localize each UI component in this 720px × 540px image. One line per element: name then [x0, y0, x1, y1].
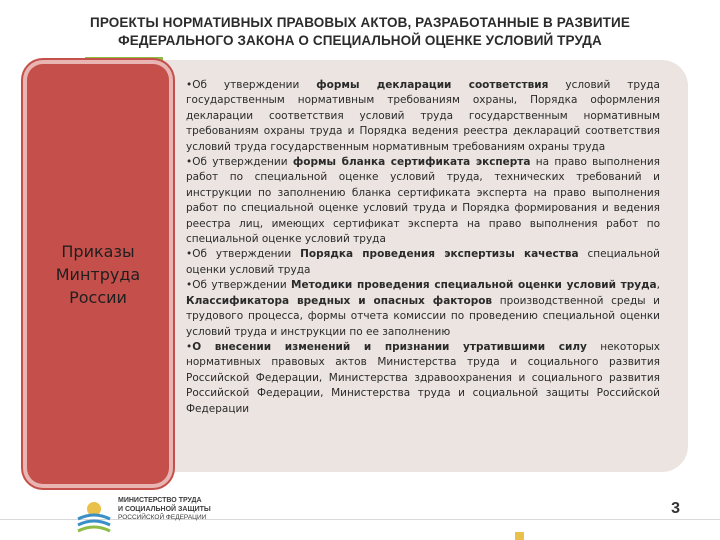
side-label-line-3: России: [69, 287, 127, 307]
list-item: •О внесении изменений и признании утратившими силу некоторых нормативных правовых актов Министерства труда и социального развития Российской Федерации, Министерства здравоохранения и социального развития Российской Федерации, Министерства труда и социальной защиты Российской Федерации: [186, 340, 661, 415]
list-item: •Об утверждении Порядка проведения экспертизы качества специальной оценки условий труда: [186, 248, 660, 276]
side-panel-label: [56, 240, 140, 309]
list-item: •Об утверждении формы бланка сертификата эксперта на право выполнения работ по специальной оценке условий труда, технических требований и инструкции по заполнению бланка сертификата эксперта на право выполнения работ по специальной оценке условий труда и Порядка формирования и ведения реестра лиц, имеющих сертификат эксперта на право выполнения работ по специальной оценке условий труда: [186, 156, 660, 246]
list-item: •Об утверждении Методики проведения специальной оценки условий труда, Классификатора вредных и опасных факторов производственной среды и трудового процесса, формы отчета комиссии по проведению специальной оценки условий труда и инструкции по ее заполнению: [186, 279, 660, 338]
ministry-logo: [76, 497, 211, 537]
logo-text-line-2: И СОЦИАЛЬНОЙ ЗАЩИТЫ: [118, 505, 211, 513]
page-title: [30, 14, 690, 50]
list-item: •Об утверждении формы декларации соответствия условий труда государственным нормативным требованиям охраны, Порядка оформления декларации соответствия условий труда государственным нормативным требованиям охраны труда и Порядка ведения реестра деклараций соответствия условий труда государственным нормативным требованиям охраны труда: [186, 79, 660, 153]
logo-text-line-1: МИНИСТЕРСТВО ТРУДА: [118, 497, 202, 504]
orders-list: [186, 78, 660, 417]
side-label-line-1: Приказы: [61, 241, 135, 261]
ministry-logo-text: [118, 497, 211, 523]
page-number: 3: [671, 500, 680, 517]
footer-accent: [515, 532, 524, 540]
side-panel: [27, 64, 169, 484]
logo-text-line-3: РОССИЙСКОЙ ФЕДЕРАЦИИ: [118, 514, 207, 521]
top-accent-bar: [85, 57, 163, 63]
page-title-line-1: ПРОЕКТЫ НОРМАТИВНЫХ ПРАВОВЫХ АКТОВ, РАЗРАБОТАННЫЕ В РАЗВИТИЕ: [90, 15, 630, 30]
page-title-line-2: ФЕДЕРАЛЬНОГО ЗАКОНА О СПЕЦИАЛЬНОЙ ОЦЕНКЕ УСЛОВИЙ ТРУДА: [118, 33, 602, 48]
side-label-line-2: Минтруда: [55, 264, 141, 284]
ministry-logo-icon: [76, 497, 112, 537]
